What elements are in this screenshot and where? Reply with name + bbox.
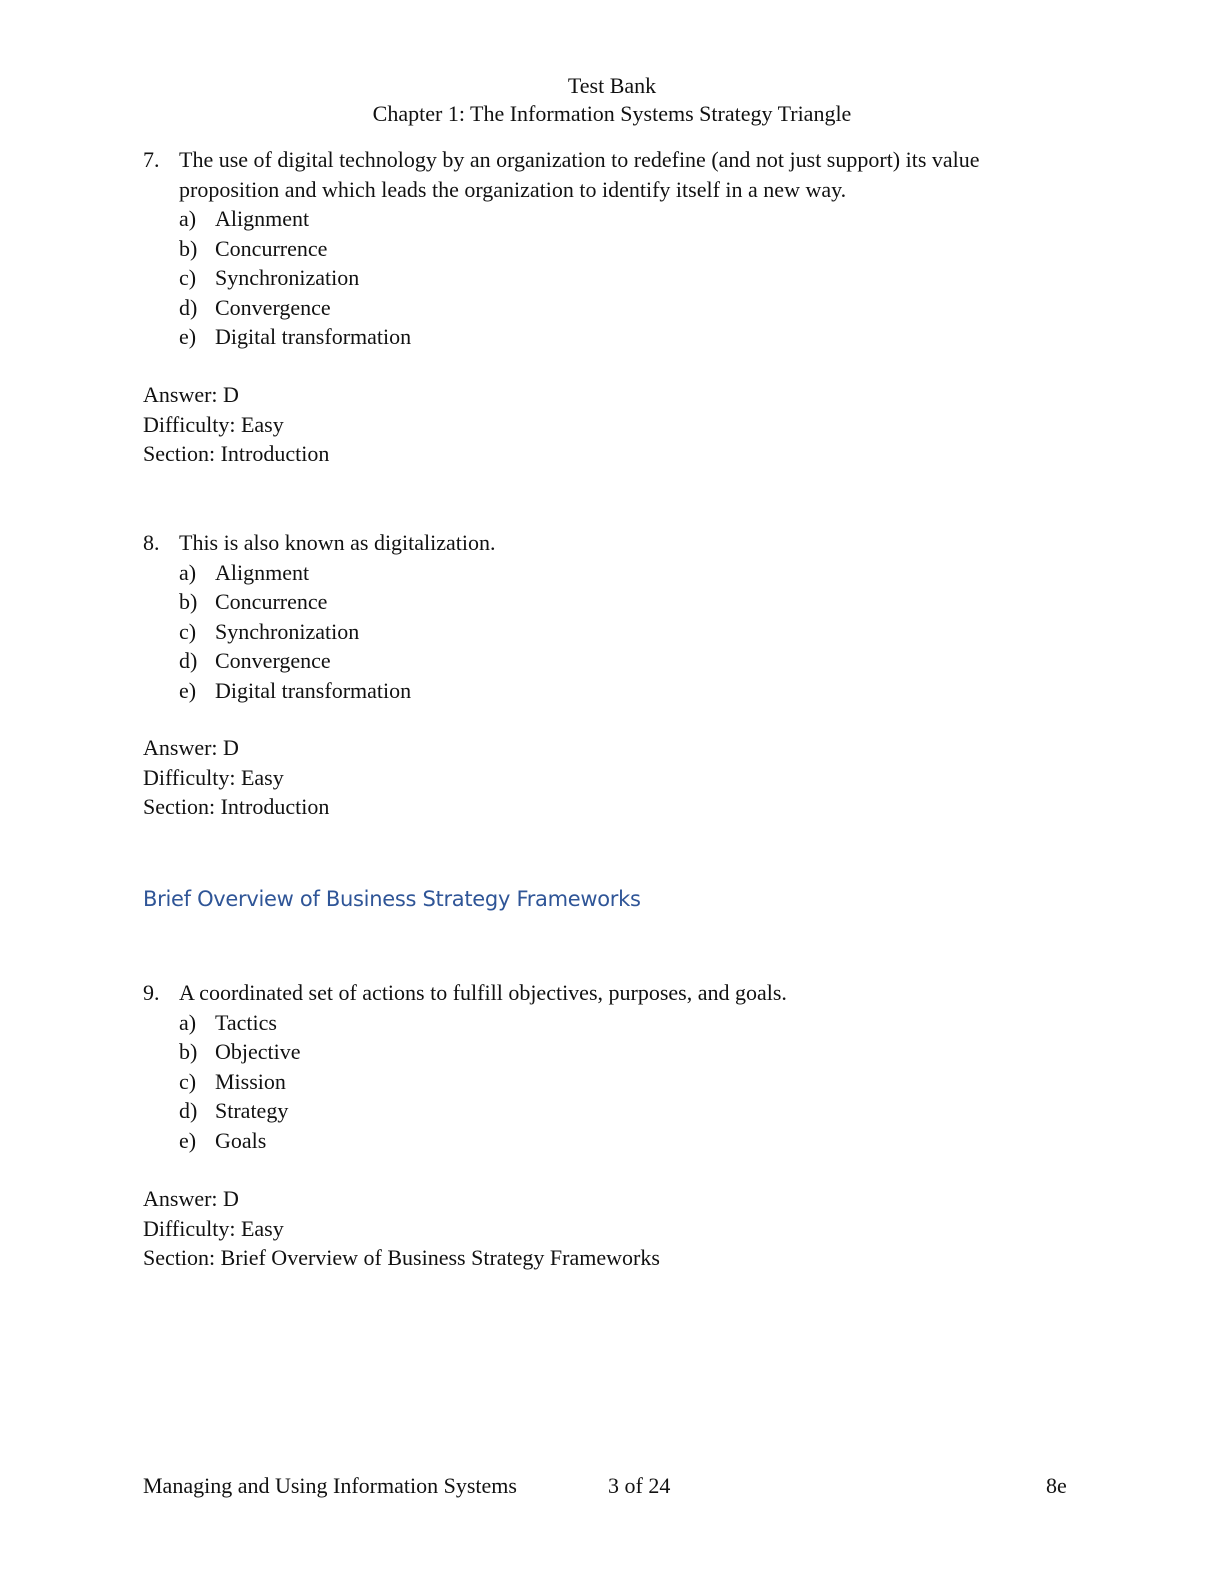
option-letter: e) [179, 677, 197, 703]
option-a [179, 1008, 1073, 1038]
option-text: Alignment [215, 206, 310, 231]
option-text: Strategy [215, 1098, 289, 1123]
answer-line: Answer: D [143, 382, 239, 407]
option-text: Convergence [215, 294, 331, 320]
option-text: Concurrence [215, 589, 328, 614]
question-7 [143, 145, 1073, 352]
question-text: This is also known as digitalization. [179, 530, 496, 555]
option-e [179, 676, 1073, 706]
footer-edition: 8e [1046, 1473, 1067, 1498]
answer-block-9 [143, 1184, 660, 1273]
option-e [179, 322, 1073, 352]
option-d [179, 1096, 1073, 1126]
option-a [179, 204, 1073, 234]
option-letter: b) [179, 235, 198, 261]
option-b [179, 1037, 1073, 1067]
option-letter: b) [179, 1039, 198, 1064]
answer-line: Answer: D [143, 735, 239, 760]
question-text: A coordinated set of actions to fulfill objectives, purposes, and goals. [179, 980, 787, 1005]
option-b [179, 234, 1073, 264]
option-letter: b) [179, 589, 198, 614]
option-text: Alignment [215, 559, 310, 585]
difficulty-line: Difficulty: Easy [143, 1215, 284, 1241]
option-letter: d) [179, 1098, 198, 1123]
section-line: Section: Introduction [143, 441, 330, 466]
option-list [143, 204, 1073, 352]
option-c [179, 1067, 1073, 1097]
question-stem [143, 145, 1073, 204]
option-list [143, 1008, 1073, 1156]
question-text: The use of digital technology by an organization to redefine (and not just support) its value proposition and which leads the organization to identify itself in a new way. [179, 147, 980, 202]
answer-line: Answer: D [143, 1186, 239, 1211]
section-line: Section: Brief Overview of Business Strategy Frameworks [143, 1245, 660, 1270]
question-stem [143, 528, 1073, 558]
option-text: Tactics [215, 1009, 277, 1035]
option-letter: e) [179, 324, 197, 349]
option-e [179, 1126, 1073, 1156]
option-text: Mission [215, 1068, 286, 1094]
footer-page-number: 3 of 24 [608, 1473, 671, 1498]
option-text: Synchronization [215, 265, 360, 290]
option-text: Digital transformation [215, 677, 412, 703]
option-list [143, 558, 1073, 706]
option-text: Convergence [215, 648, 331, 673]
question-stem [143, 978, 1073, 1008]
question-9 [143, 978, 1073, 1155]
option-c [179, 263, 1073, 293]
option-letter: c) [179, 618, 197, 644]
option-text: Digital transformation [215, 324, 412, 349]
option-text: Goals [215, 1127, 267, 1153]
question-8 [143, 528, 1073, 705]
option-letter: a) [179, 1009, 197, 1035]
header-subtitle: Chapter 1: The Information Systems Strategy Triangle [372, 101, 852, 126]
option-text: Concurrence [215, 235, 328, 261]
option-c [179, 617, 1073, 647]
section-line: Section: Introduction [143, 794, 330, 819]
answer-block-7 [143, 380, 329, 469]
option-d [179, 646, 1073, 676]
question-number: 8. [143, 530, 160, 555]
option-letter: c) [179, 265, 197, 290]
header-title: Test Bank [567, 73, 657, 98]
option-text: Objective [215, 1039, 301, 1064]
option-letter: e) [179, 1127, 197, 1153]
page-footer [0, 1471, 1224, 1501]
option-letter: d) [179, 648, 198, 673]
option-letter: a) [179, 559, 197, 585]
answer-block-8 [143, 733, 329, 822]
option-letter: d) [179, 294, 198, 320]
section-heading: Brief Overview of Business Strategy Frameworks [143, 887, 641, 911]
difficulty-line: Difficulty: Easy [143, 411, 284, 437]
question-number: 9. [143, 980, 160, 1005]
option-letter: c) [179, 1068, 197, 1094]
option-letter: a) [179, 206, 197, 231]
option-text: Synchronization [215, 618, 360, 644]
option-a [179, 558, 1073, 588]
page-header [0, 72, 1224, 128]
footer-book-title: Managing and Using Information Systems [143, 1473, 517, 1498]
difficulty-line: Difficulty: Easy [143, 764, 284, 790]
option-b [179, 587, 1073, 617]
option-d [179, 293, 1073, 323]
question-number: 7. [143, 147, 160, 172]
